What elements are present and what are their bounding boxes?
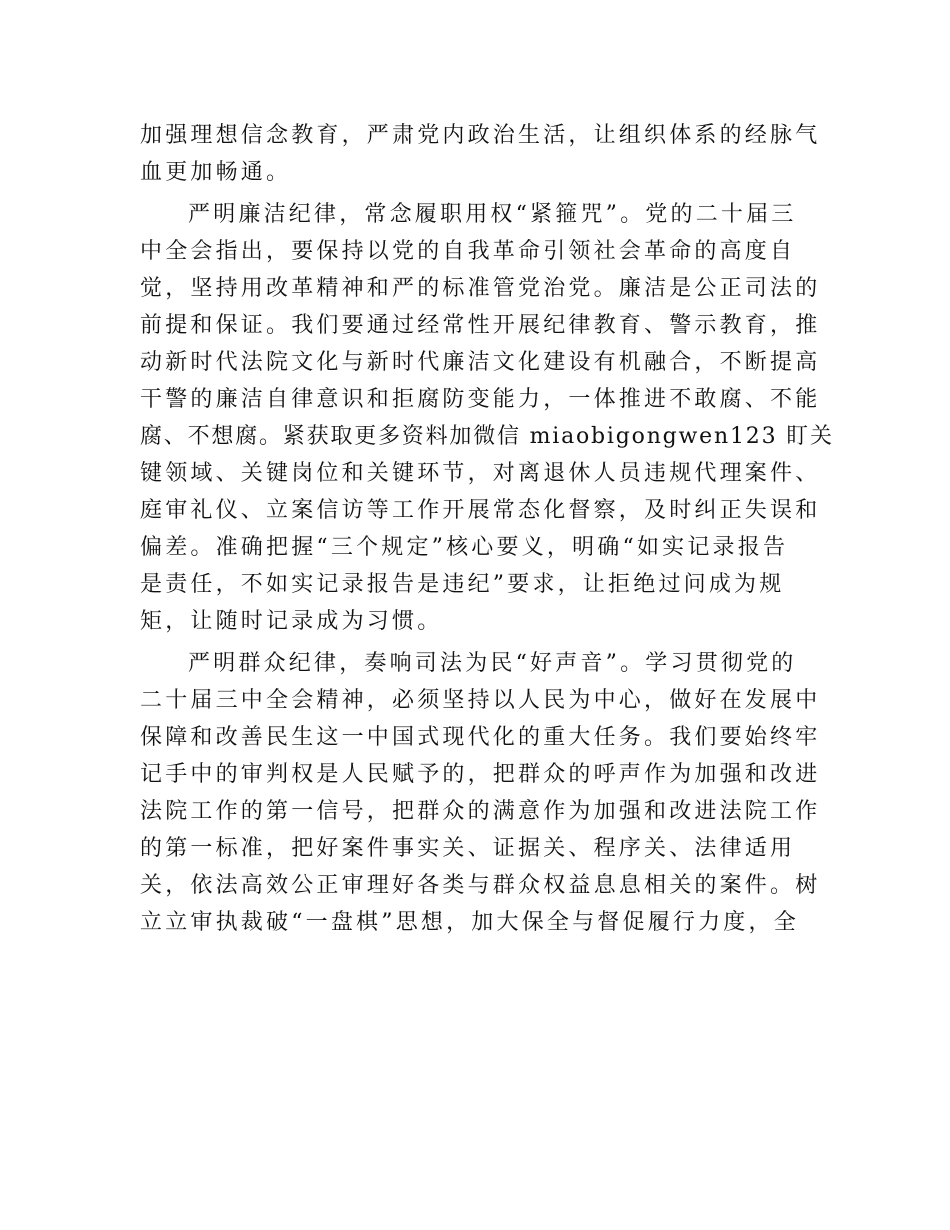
text-line: 记手中的审判权是人民赋予的，把群众的呼声作为加强和改进 [140, 762, 821, 787]
text-line: 立立审执裁破“一盘棋”思想，加大保全与督促履行力度，全 [140, 910, 799, 935]
text-line: 偏差。准确把握“三个规定”核心要义，明确“如实记录报告 [140, 535, 789, 560]
text-line: 是责任，不如实记录报告是违纪”要求，让拒绝过问成为规 [140, 572, 785, 597]
text-line: 保障和改善民生这一中国式现代化的重大任务。我们要始终牢 [140, 725, 821, 750]
text-line: 加强理想信念教育，严肃党内政治生活，让组织体系的经脉气 [140, 123, 821, 148]
text-line: 关，依法高效公正审理好各类与群众权益息息相关的案件。树 [140, 873, 821, 898]
text-line: 血更加畅通。 [140, 160, 292, 185]
text-line: 键领域、关键岗位和关键环节，对离退休人员违规代理案件、 [140, 461, 821, 486]
text-line: 矩，让随时记录成为习惯。 [140, 609, 443, 634]
text-line: 前提和保证。我们要通过经常性开展纪律教育、警示教育，推 [140, 313, 821, 338]
text-line: 法院工作的第一信号，把群众的满意作为加强和改进法院工作 [140, 799, 821, 824]
text-line: 严明群众纪律，奏响司法为民“好声音”。学习贯彻党的 [188, 651, 797, 676]
text-line: 干警的廉洁自律意识和拒腐防变能力，一体推进不敢腐、不能 [140, 387, 821, 412]
text-line: 动新时代法院文化与新时代廉洁文化建设有机融合，不断提高 [140, 350, 821, 375]
text-line: 严明廉洁纪律，常念履职用权“紧箍咒”。党的二十届三 [188, 202, 797, 227]
paragraph-3 [140, 645, 821, 941]
paragraph-2 [140, 196, 834, 640]
text-line: 觉，坚持用改革精神和严的标准管党治党。廉洁是公正司法的 [140, 276, 821, 301]
document-body [140, 117, 834, 946]
text-line: 庭审礼仪、立案信访等工作开展常态化督察，及时纠正失误和 [140, 498, 821, 523]
text-line: 中全会指出，要保持以党的自我革命引领社会革命的高度自 [140, 239, 796, 264]
paragraph-1 [140, 117, 821, 191]
text-line: 二十届三中全会精神，必须坚持以人民为中心，做好在发展中 [140, 688, 821, 713]
text-line: 的第一标准，把好案件事实关、证据关、程序关、法律适用 [140, 836, 796, 861]
text-line: 腐、不想腐。紧获取更多资料加微信 miaobigongwen123 盯关 [140, 424, 834, 449]
